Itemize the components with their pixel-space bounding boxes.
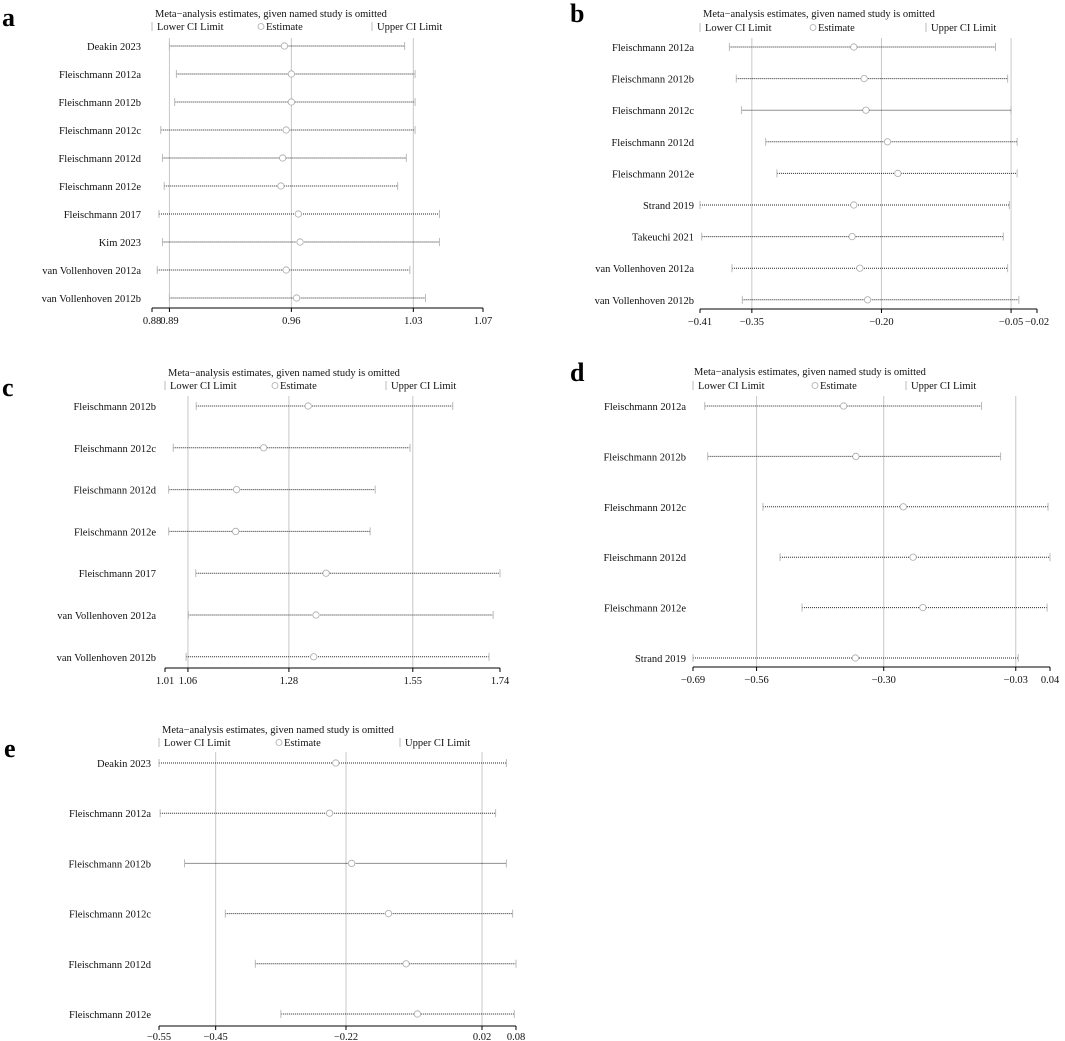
estimate-point: [864, 297, 870, 303]
legend-estimate-label: Estimate: [818, 23, 855, 34]
legend-lower-label: Lower CI Limit: [698, 381, 765, 392]
x-tick-label: −0.20: [869, 317, 894, 328]
panel-a: [2, 3, 492, 327]
estimate-point: [279, 155, 285, 161]
x-tick-label: −0.69: [680, 675, 706, 686]
legend-estimate-marker: [812, 383, 818, 389]
legend-upper-label: Upper CI Limit: [377, 22, 443, 33]
x-tick-label: 1.03: [404, 316, 423, 327]
study-row: [74, 527, 370, 538]
legend-upper-label: Upper CI Limit: [911, 381, 977, 392]
legend-upper-label: Upper CI Limit: [931, 23, 997, 34]
study-label: Fleischmann 2012a: [59, 70, 141, 81]
estimate-point: [233, 486, 239, 492]
study-row: [59, 182, 398, 193]
study-label: Strand 2019: [642, 201, 694, 212]
x-tick-label: −0.22: [333, 1032, 359, 1041]
study-label: Fleischmann 2012d: [68, 959, 151, 971]
legend-estimate-label: Estimate: [266, 22, 303, 33]
study-label: Strand 2019: [634, 654, 686, 665]
study-label: Fleischmann 2012b: [611, 74, 694, 86]
study-label: Fleischmann 2012a: [612, 43, 694, 54]
panel-letter: a: [2, 3, 15, 32]
x-tick-label: −0.05: [998, 317, 1024, 328]
study-label: Fleischmann 2012a: [69, 809, 151, 821]
x-tick-label: 1.06: [178, 676, 198, 687]
study-row: [603, 553, 1050, 564]
x-tick-label: −0.56: [744, 675, 769, 686]
x-tick-label: 1.01: [155, 676, 175, 687]
estimate-point: [414, 1011, 420, 1017]
x-tick-label: 0.04: [1040, 675, 1060, 686]
legend-lower-label: Lower CI Limit: [170, 381, 237, 392]
x-tick-label: −0.30: [871, 675, 896, 686]
study-label: van Vollenhoven 2012b: [594, 295, 694, 307]
legend-upper-label: Upper CI Limit: [391, 381, 457, 392]
study-row: [612, 43, 995, 54]
study-row: [604, 402, 981, 413]
x-tick-label: 0.88: [142, 316, 162, 327]
study-label: Kim 2023: [98, 238, 141, 249]
estimate-point: [260, 445, 266, 451]
study-label: Fleischmann 2017: [78, 569, 156, 581]
study-row: [42, 266, 410, 277]
study-label: van Vollenhoven 2012a: [57, 611, 156, 622]
estimate-point: [310, 654, 316, 660]
panel-letter: c: [2, 373, 14, 402]
study-label: Fleischmann 2012a: [604, 402, 686, 413]
estimate-point: [326, 810, 332, 816]
study-label: van Vollenhoven 2012b: [56, 652, 156, 664]
legend-estimate-label: Estimate: [280, 381, 317, 392]
study-row: [64, 210, 440, 221]
study-label: Fleischmann 2012b: [68, 859, 151, 871]
x-tick-label: −0.55: [146, 1032, 172, 1041]
chart-title: Meta−analysis estimates, given named study is omitted: [155, 9, 387, 20]
chart-title: Meta−analysis estimates, given named study is omitted: [162, 725, 394, 736]
estimate-point: [900, 504, 906, 510]
study-label: van Vollenhoven 2012a: [595, 264, 694, 276]
study-row: [643, 201, 1009, 212]
legend-estimate-marker: [810, 25, 816, 31]
estimate-point: [852, 655, 858, 661]
x-tick-label: −0.03: [1003, 675, 1028, 686]
study-label: Fleischmann 2012c: [59, 126, 141, 137]
study-row: [87, 42, 405, 53]
study-row: [73, 402, 452, 413]
estimate-point: [323, 570, 329, 576]
x-tick-label: 0.89: [160, 316, 179, 327]
study-label: Fleischmann 2012d: [73, 485, 156, 497]
estimate-point: [920, 604, 926, 610]
estimate-point: [863, 107, 869, 113]
chart-title: Meta−analysis estimates, given named study is omitted: [694, 367, 926, 378]
estimate-point: [853, 453, 859, 459]
study-row: [42, 294, 426, 305]
estimate-point: [403, 961, 409, 967]
estimate-point: [278, 183, 284, 189]
study-row: [69, 910, 513, 921]
estimate-point: [385, 910, 391, 916]
estimate-point: [288, 99, 294, 105]
legend: [700, 23, 996, 34]
estimate-point: [849, 233, 855, 239]
study-row: [69, 809, 496, 820]
study-row: [57, 611, 493, 622]
x-tick-label: −0.02: [1024, 317, 1050, 328]
estimate-point: [281, 43, 287, 49]
legend-estimate-marker: [272, 383, 278, 389]
study-label: Fleischmann 2012c: [74, 443, 156, 455]
x-tick-label: 0.96: [282, 316, 301, 327]
study-label: Deakin 2023: [87, 42, 141, 53]
legend: [152, 22, 442, 33]
legend-estimate-marker: [276, 740, 282, 746]
estimate-point: [288, 71, 294, 77]
study-row: [58, 154, 406, 165]
estimate-point: [861, 75, 867, 81]
study-label: Fleischmann 2012e: [59, 182, 141, 193]
study-row: [68, 859, 506, 870]
legend: [693, 381, 976, 392]
estimate-point: [293, 295, 299, 301]
x-tick-label: 0.08: [506, 1032, 526, 1041]
x-tick-label: −0.35: [739, 317, 764, 328]
study-row: [68, 960, 516, 971]
estimate-point: [232, 528, 238, 534]
study-row: [69, 1010, 514, 1021]
study-row: [57, 653, 489, 664]
x-tick-label: 1.55: [403, 676, 422, 687]
study-row: [612, 106, 1011, 117]
study-row: [595, 296, 1019, 307]
x-tick-label: 1.28: [279, 676, 299, 687]
estimate-point: [884, 139, 890, 145]
panel-e: [4, 725, 525, 1041]
estimate-point: [895, 170, 901, 176]
study-row: [59, 70, 415, 81]
panel-d: [570, 358, 1060, 686]
study-row: [611, 75, 1007, 86]
panel-letter: b: [570, 0, 585, 28]
legend-lower-label: Lower CI Limit: [164, 738, 231, 749]
study-label: Fleischmann 2012d: [603, 553, 686, 565]
estimate-point: [348, 860, 354, 866]
study-label: Fleischmann 2012b: [73, 402, 156, 413]
study-label: Fleischmann 2012c: [604, 502, 686, 514]
study-label: Takeuchi 2021: [632, 232, 694, 244]
study-label: Fleischmann 2012b: [603, 452, 686, 464]
study-row: [58, 98, 415, 109]
study-label: Fleischmann 2012e: [612, 169, 694, 181]
legend-estimate-marker: [258, 24, 264, 30]
x-tick-label: 1.74: [490, 676, 510, 687]
estimate-point: [283, 127, 289, 133]
legend-upper-label: Upper CI Limit: [405, 738, 471, 749]
x-tick-label: 0.02: [472, 1032, 492, 1041]
study-row: [611, 138, 1017, 149]
estimate-point: [840, 403, 846, 409]
estimate-point: [313, 612, 319, 618]
chart-title: Meta−analysis estimates, given named study is omitted: [168, 368, 400, 379]
study-label: van Vollenhoven 2012b: [41, 294, 141, 305]
study-label: Fleischmann 2017: [63, 210, 141, 221]
legend-estimate-label: Estimate: [820, 381, 857, 392]
study-row: [97, 759, 506, 770]
estimate-point: [297, 239, 303, 245]
study-label: Fleischmann 2012c: [612, 106, 694, 118]
study-label: Fleischmann 2012b: [58, 98, 141, 109]
study-label: van Vollenhoven 2012a: [42, 266, 141, 277]
study-row: [632, 233, 1003, 244]
panel-b: [570, 0, 1049, 328]
study-row: [99, 238, 440, 249]
study-label: Fleischmann 2012d: [58, 154, 141, 165]
chart-title: Meta−analysis estimates, given named study is omitted: [703, 9, 935, 20]
study-row: [73, 486, 375, 497]
x-tick-label: −0.41: [687, 317, 713, 328]
x-tick-label: 1.07: [473, 316, 493, 327]
study-row: [59, 126, 415, 137]
study-row: [635, 654, 1018, 665]
panel-c: [2, 368, 510, 687]
study-label: Fleischmann 2012d: [611, 137, 694, 149]
study-row: [74, 444, 410, 455]
study-row: [604, 503, 1048, 514]
estimate-point: [851, 202, 857, 208]
legend-estimate-label: Estimate: [284, 738, 321, 749]
estimate-point: [851, 44, 857, 50]
legend: [165, 381, 456, 392]
legend-lower-label: Lower CI Limit: [157, 22, 224, 33]
study-row: [612, 169, 1017, 180]
x-tick-label: −0.45: [203, 1032, 228, 1041]
legend: [159, 738, 470, 749]
study-row: [603, 452, 1000, 463]
study-label: Fleischmann 2012c: [69, 909, 151, 921]
estimate-point: [910, 554, 916, 560]
study-label: Fleischmann 2012e: [604, 603, 686, 615]
study-row: [595, 264, 1007, 275]
panel-letter: e: [4, 734, 16, 763]
study-row: [604, 604, 1047, 615]
study-label: Fleischmann 2012e: [69, 1010, 151, 1021]
panel-letter: d: [570, 358, 585, 387]
estimate-point: [333, 760, 339, 766]
estimate-point: [295, 211, 301, 217]
study-label: Deakin 2023: [97, 759, 151, 770]
legend-lower-label: Lower CI Limit: [705, 23, 772, 34]
estimate-point: [857, 265, 863, 271]
study-label: Fleischmann 2012e: [74, 527, 156, 539]
estimate-point: [283, 267, 289, 273]
estimate-point: [305, 403, 311, 409]
